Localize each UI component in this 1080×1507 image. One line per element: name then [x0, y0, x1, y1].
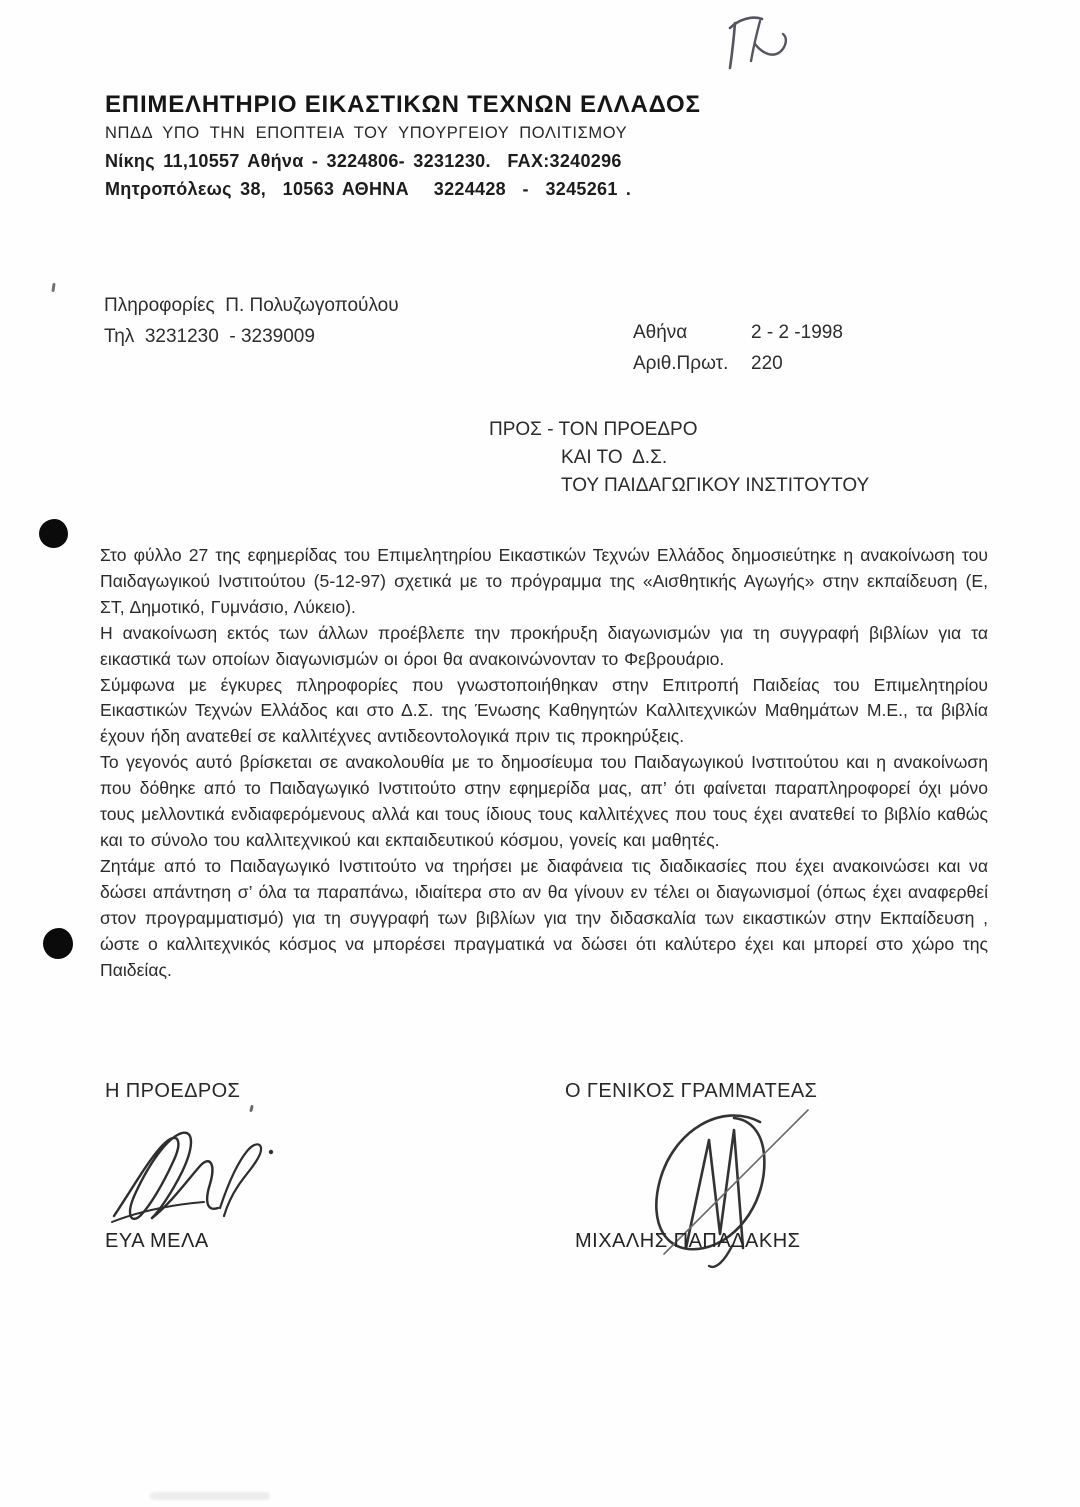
org-supervision-line: ΝΠΔΔ ΥΠΟ ΤΗΝ ΕΠΟΠΤΕΙΑ ΤΟΥ ΥΠΟΥΡΓΕΙΟΥ ΠΟΛΙΤΙΣΜΟΥ — [105, 124, 628, 142]
contact-info-block — [104, 290, 399, 352]
org-address-line-1: Νίκης 11,10557 Αθήνα - 3224806- 3231230. FAX:3240296 — [105, 151, 622, 171]
hole-punch-dot-bottom — [43, 928, 73, 959]
general-secretary-title: Ο ΓΕΝΙΚΟΣ ΓΡΑΜΜΑΤΕΑΣ — [565, 1080, 818, 1102]
contact-person-line: Πληροφορίες Π. Πολυζωγοπούλου — [104, 295, 399, 316]
recipient-line-2: ΚΑΙ ΤΟ Δ.Σ. — [561, 447, 668, 468]
scan-smudge — [150, 1492, 270, 1500]
body-paragraph-2: Η ανακοίνωση εκτός των άλλων προέβλεπε την προκήρυξη διαγωνισμών για τη συγγραφή βιβλίων για τα εικαστικά των οποίων διαγωνισμών οι όροι θα ανακοινώνονταν το Φεβρουάριο. — [100, 622, 988, 669]
general-secretary-name: ΜΙΧΑΛΗΣ ΠΑΠΑΔΑΚΗΣ — [575, 1230, 801, 1252]
body-paragraph-1: Στο φύλλο 27 της εφημερίδας του Επιμελητηρίου Εικαστικών Τεχνών Ελλάδος δημοσιεύτηκε η ανακοίνωση του Παιδαγωγικού Ινστιτούτου (5-12-97) σχετικά με το πρόγραμμα της «Αισθητικής Αγωγής» στην εκπαίδευση (Ε, ΣΤ, Δημοτικό, Γυμνάσιο, Λύκειο). — [100, 545, 988, 617]
letterhead — [105, 90, 701, 203]
president-name: ΕΥΑ ΜΕΛΑ — [105, 1230, 209, 1252]
stray-pen-tick — [51, 283, 55, 292]
date-value: 2 - 2 -1998 — [751, 322, 843, 343]
body-paragraph-4: Το γεγονός αυτό βρίσκεται σε ανακολουθία με το δημοσίευμα του Παιδαγωγικού Ινστιτούτου και η ανακοίνωση που δόθηκε από το Παιδαγωγικό Ινστιτούτο στην εφημερίδα μας, απ’ ότι φαίνεται παραπληροφορεί όχι μόνο τους μελλοντικά ενδιαφερόμενους αλλά και τους ίδιους τους καλλιτέχνες που τους έχει ανατεθεί το βιβλίο καθώς και το σύνολο του καλλιτεχνικού και εκπαιδευτικού κόσμου, γονείς και μαθητές. — [100, 752, 988, 850]
hole-punch-dot-top — [39, 519, 68, 548]
org-name: ΕΠΙΜΕΛΗΤΗΡΙΟ ΕΙΚΑΣΤΙΚΩΝ ΤΕΧΝΩΝ ΕΛΛΑΔΟΣ — [105, 91, 701, 118]
body-paragraph-5: Ζητάμε από το Παιδαγωγικό Ινστιτούτο να τηρήσει με διαφάνεια τις διαδικασίες που έχει ανακοινώσει και να δώσει απάντηση σ’ όλα τα παραπάνω, ιδιαίτερα στο αν θα γίνουν εν τέλει οι διαγωνισμοί (όπως έχει αναφερθεί στον προγραμματισμό) για τη συγγραφή των βιβλίων για την διδασκαλία των εικαστικών στην Εκπαίδευση , ώστε ο καλλιτεχνικός κόσμος να μπορέσει πραγματικά να δώσει ότι καλύτερο έχει και μπορεί στο χώρο της Παιδείας. — [100, 855, 988, 980]
date-protocol-block — [633, 317, 843, 379]
city-label: Αθήνα — [633, 322, 688, 343]
org-address-line-2: Μητροπόλεως 38, 10563 ΑΘΗΝΑ 3224428 - 3245261 . — [105, 179, 632, 199]
contact-phone-line: Τηλ 3231230 - 3239009 — [104, 326, 315, 347]
president-signature — [108, 1112, 283, 1230]
recipient-line-1: ΠΡΟΣ - ΤΟΝ ΠΡΟΕΔΡΟ — [489, 419, 698, 440]
recipient-block — [489, 416, 869, 500]
protocol-number: 220 — [751, 353, 783, 374]
protocol-row — [633, 348, 843, 379]
letter-body — [100, 543, 988, 983]
body-paragraph-3: Σύμφωνα με έγκυρες πληροφορίες που γνωστοποιήθηκαν στην Επιτροπή Παιδείας του Επιμελητηρίου Εικαστικών Τεχνών Ελλάδος και στο Δ.Σ. της Ένωσης Καθηγητών Καλλιτεχνικών Μαθημάτων Μ.Ε., τα βιβλία έχουν ήδη ανατεθεί σε καλλιτέχνες αντιδεοντολογικά πριν τις προκηρύξεις. — [100, 674, 988, 747]
date-row — [633, 317, 843, 348]
recipient-line-3: ΤΟΥ ΠΑΙΔΑΓΩΓΙΚΟΥ ΙΝΣΤΙΤΟΥΤΟΥ — [561, 475, 870, 496]
handwritten-initials-mark — [722, 6, 817, 81]
president-title: Η ΠΡΟΕΔΡΟΣ — [105, 1080, 241, 1102]
protocol-label: Αριθ.Πρωτ. — [633, 353, 729, 374]
